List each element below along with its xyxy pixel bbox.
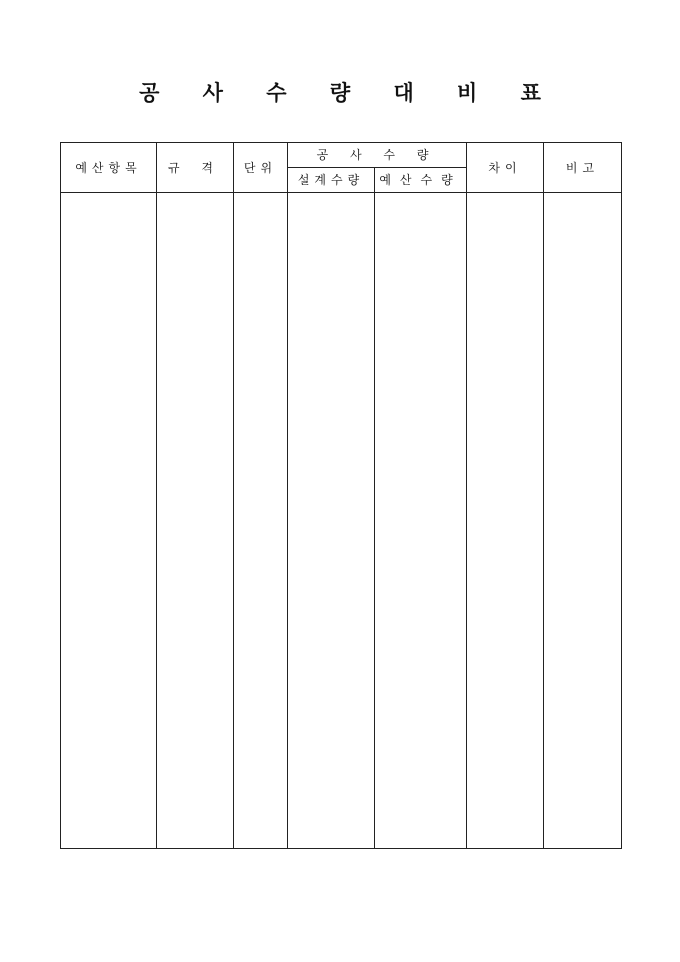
header-remarks: 비고 [544, 143, 622, 193]
header-design-quantity: 설계수량 [288, 168, 375, 193]
cell-spec [157, 193, 234, 849]
header-budget-quantity: 예산수량 [375, 168, 467, 193]
header-budget-item: 예산항목 [61, 143, 157, 193]
document-title: 공 사 수 량 대 비 표 [139, 80, 559, 105]
cell-design-quantity [288, 193, 375, 849]
cell-remarks [544, 193, 622, 849]
table-body-row [61, 193, 622, 849]
cell-budget-item [61, 193, 157, 849]
header-construction-quantity: 공 사 수 량 [288, 143, 467, 168]
cell-budget-quantity [375, 193, 467, 849]
header-spec: 규 격 [157, 143, 234, 193]
header-difference: 차이 [467, 143, 544, 193]
cell-difference [467, 193, 544, 849]
cell-unit [234, 193, 288, 849]
header-unit: 단위 [234, 143, 288, 193]
quantity-comparison-table [60, 142, 622, 849]
